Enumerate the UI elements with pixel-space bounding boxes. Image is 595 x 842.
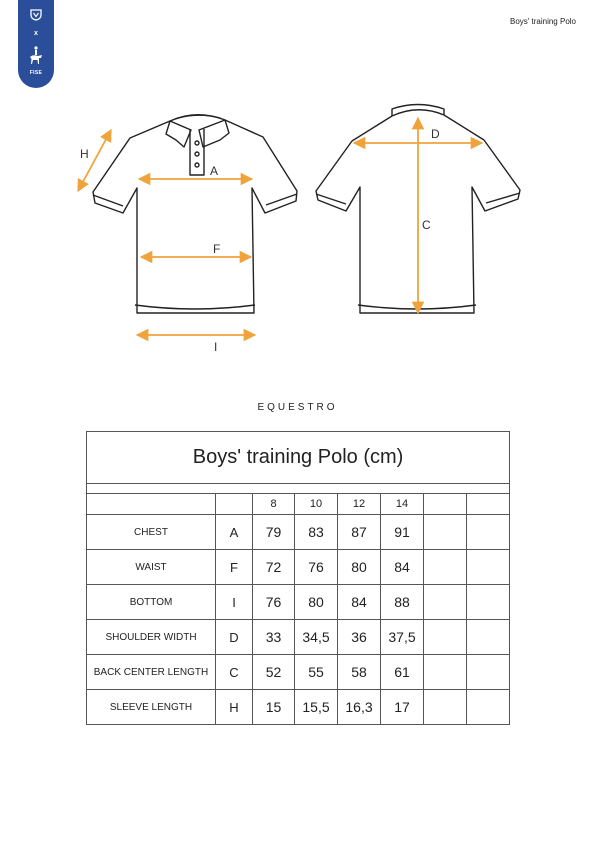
size-value — [467, 690, 510, 725]
label-a: A — [210, 164, 219, 178]
size-header: 14 — [381, 494, 424, 515]
badge-fise: FISE — [29, 70, 43, 76]
measurement-letter: H — [216, 690, 253, 725]
size-value: 80 — [338, 550, 381, 585]
size-value: 80 — [295, 585, 338, 620]
table-row — [87, 620, 510, 655]
garment-illustration — [0, 95, 595, 360]
size-value: 79 — [253, 515, 295, 550]
size-header-row — [87, 494, 510, 515]
size-header: 12 — [338, 494, 381, 515]
measurement-letter: C — [216, 655, 253, 690]
size-value: 52 — [253, 655, 295, 690]
measurement-letter: I — [216, 585, 253, 620]
size-value: 84 — [381, 550, 424, 585]
horse-rider-icon — [27, 45, 45, 67]
document-title: Boys' training Polo — [509, 17, 576, 26]
size-value: 15,5 — [295, 690, 338, 725]
measurement-letter: D — [216, 620, 253, 655]
size-value: 16,3 — [338, 690, 381, 725]
size-value — [424, 585, 467, 620]
size-value: 36 — [338, 620, 381, 655]
header-blank — [216, 494, 253, 515]
size-value: 61 — [381, 655, 424, 690]
label-c: C — [422, 218, 431, 232]
size-value — [467, 655, 510, 690]
size-value: 87 — [338, 515, 381, 550]
badge-x: x — [34, 30, 38, 37]
size-value: 33 — [253, 620, 295, 655]
label-h: H — [80, 147, 89, 161]
table-spacer — [87, 484, 510, 494]
size-value: 58 — [338, 655, 381, 690]
table-title: Boys' training Polo (cm) — [87, 432, 510, 484]
size-header — [424, 494, 467, 515]
size-value: 55 — [295, 655, 338, 690]
brand-logo: EQUESTRO — [257, 402, 338, 413]
header-blank — [87, 494, 216, 515]
measurement-name: BACK CENTER LENGTH — [87, 655, 216, 690]
table-row — [87, 550, 510, 585]
brand-badge — [18, 0, 54, 88]
measurement-name: WAIST — [87, 550, 216, 585]
table-row — [87, 690, 510, 725]
size-value — [467, 515, 510, 550]
size-value: 88 — [381, 585, 424, 620]
table-row — [87, 515, 510, 550]
size-table — [86, 431, 510, 725]
size-value — [467, 620, 510, 655]
table-row — [87, 585, 510, 620]
size-value: 76 — [253, 585, 295, 620]
label-f: F — [213, 242, 221, 256]
size-value — [467, 585, 510, 620]
size-value: 83 — [295, 515, 338, 550]
front-polo-drawing — [93, 115, 297, 313]
measurement-letter: F — [216, 550, 253, 585]
size-value: 76 — [295, 550, 338, 585]
label-i: I — [214, 340, 218, 354]
size-value: 34,5 — [295, 620, 338, 655]
size-value — [424, 550, 467, 585]
measurement-name: CHEST — [87, 515, 216, 550]
size-header: 10 — [295, 494, 338, 515]
size-value — [424, 655, 467, 690]
measurement-name: SLEEVE LENGTH — [87, 690, 216, 725]
shield-icon — [30, 9, 42, 21]
label-d: D — [431, 127, 440, 141]
size-header — [467, 494, 510, 515]
size-value: 15 — [253, 690, 295, 725]
measurement-name: SHOULDER WIDTH — [87, 620, 216, 655]
table-row — [87, 655, 510, 690]
size-value — [424, 690, 467, 725]
size-value — [424, 620, 467, 655]
size-header: 8 — [253, 494, 295, 515]
measurement-letter: A — [216, 515, 253, 550]
measurement-name: BOTTOM — [87, 585, 216, 620]
size-value — [424, 515, 467, 550]
size-value — [467, 550, 510, 585]
size-value: 91 — [381, 515, 424, 550]
size-value: 72 — [253, 550, 295, 585]
size-value: 84 — [338, 585, 381, 620]
size-value: 37,5 — [381, 620, 424, 655]
size-value: 17 — [381, 690, 424, 725]
